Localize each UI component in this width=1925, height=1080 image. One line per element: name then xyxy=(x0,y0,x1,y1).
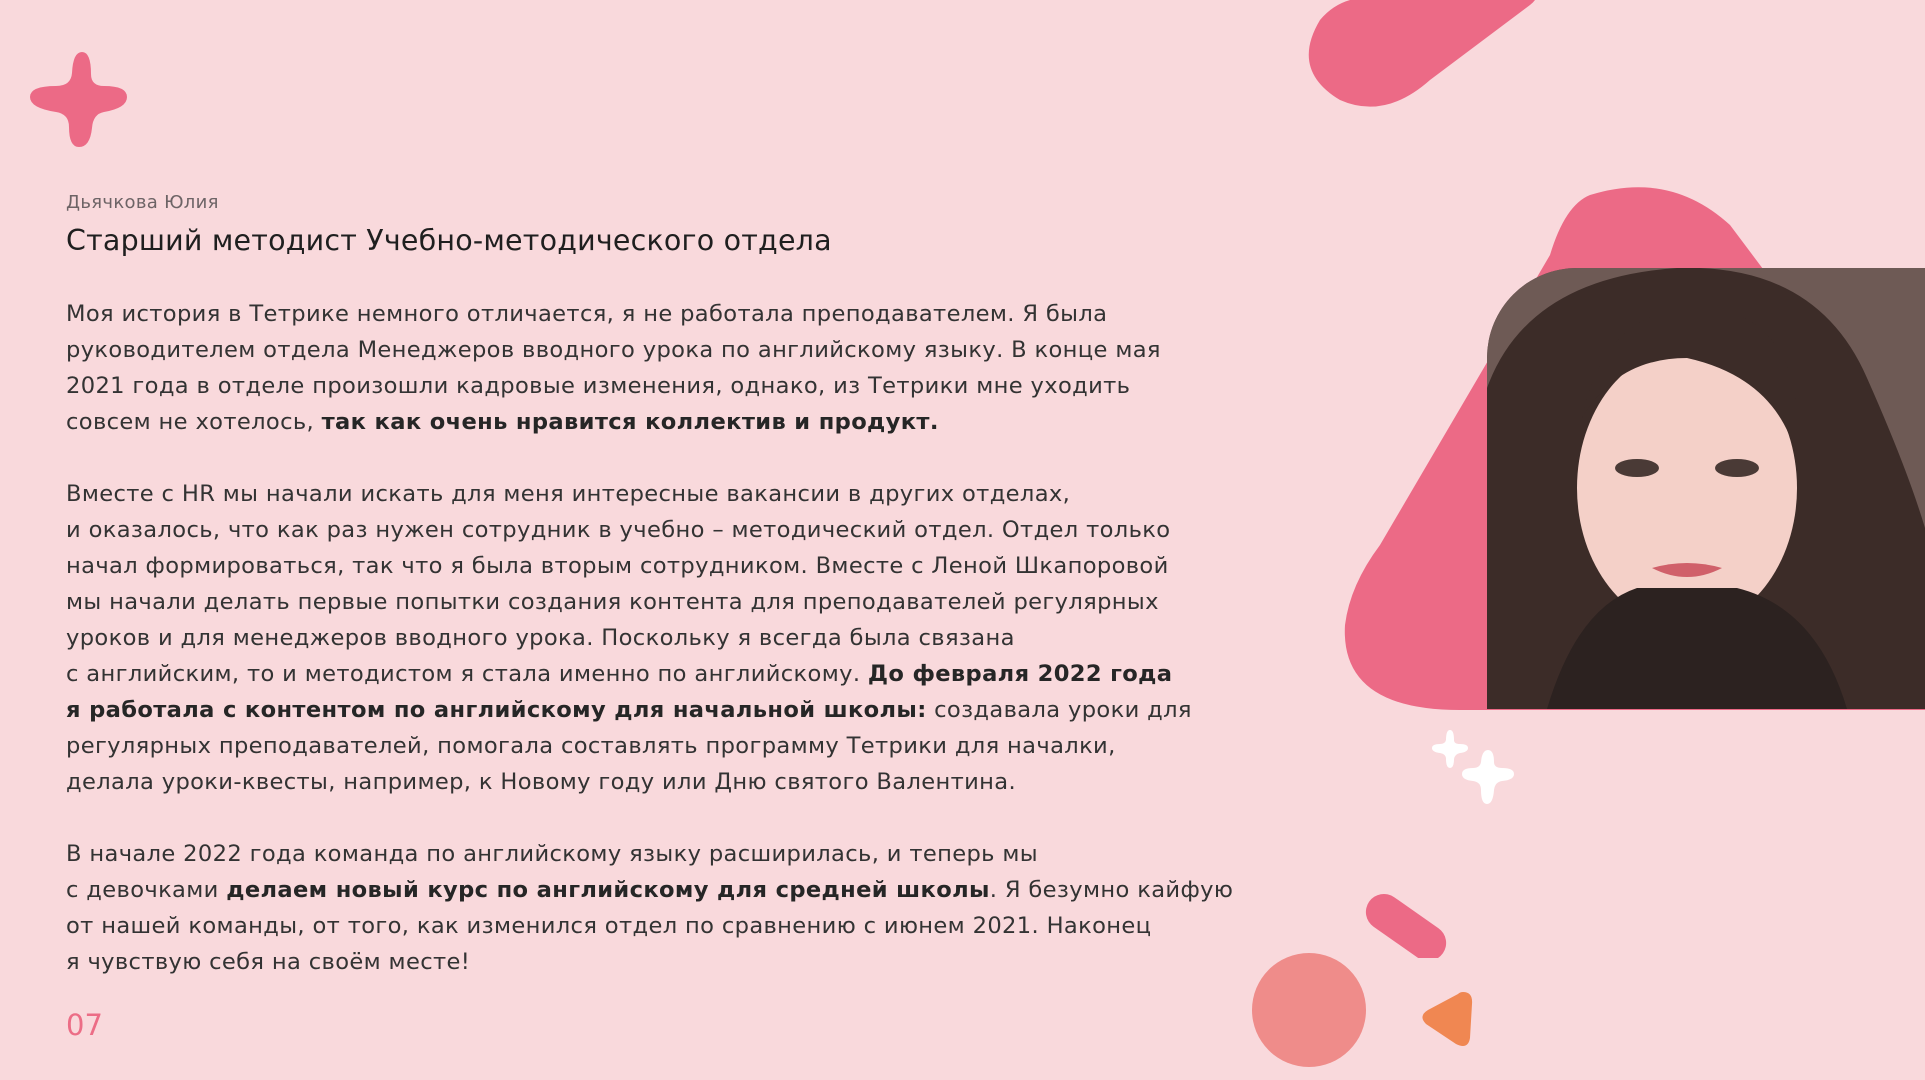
text-segment: создавала уроки для xyxy=(926,697,1192,723)
bold-text: делаем новый курс по английскому для средней школы xyxy=(226,877,990,903)
text-segment: . Я безумно кайфую xyxy=(989,877,1234,903)
bold-text: я работала с контентом по английскому для начальной школы: xyxy=(66,697,927,723)
page-number: 07 xyxy=(66,1008,103,1042)
text-line: 2021 года в отделе произошли кадровые изменения, однако, из Тетрики мне уходить xyxy=(66,373,1131,399)
bold-text: так как очень нравится коллектив и продукт. xyxy=(321,409,939,435)
text-line: В начале 2022 года команда по английскому языку расширилась, и теперь мы xyxy=(66,841,1038,867)
text-segment: совсем не хотелось, xyxy=(66,409,322,435)
story-paragraph-1 xyxy=(66,296,1311,440)
text-line: от нашей команды, от того, как изменился отдел по сравнению с июнем 2021. Наконец xyxy=(66,913,1152,939)
orange-triangle-shape xyxy=(1418,990,1474,1050)
white-sparkles xyxy=(1430,728,1520,808)
text-line xyxy=(66,656,1311,692)
text-line xyxy=(66,692,1311,728)
pink-sparkle-shape xyxy=(28,48,130,150)
text-segment: с девочками xyxy=(66,877,227,903)
text-line: делала уроки-квесты, например, к Новому году или Дню святого Валентина. xyxy=(66,769,1017,795)
page-title: Старший методист Учебно-методического отдела xyxy=(66,224,832,257)
portrait-photo xyxy=(1487,268,1925,709)
text-line: руководителем отдела Менеджеров вводного урока по английскому языку. В конце мая xyxy=(66,337,1161,363)
story-paragraph-2 xyxy=(66,476,1311,800)
text-line xyxy=(66,404,1311,440)
text-segment: с английским, то и методистом я стала именно по английскому. xyxy=(66,661,868,687)
author-name: Дьячкова Юлия xyxy=(66,192,219,213)
text-line: мы начали делать первые попытки создания контента для преподавателей регулярных xyxy=(66,589,1159,615)
text-line: уроков и для менеджеров вводного урока. Поскольку я всегда была связана xyxy=(66,625,1015,651)
top-pill-shape xyxy=(1300,0,1560,120)
text-line: и оказалось, что как раз нужен сотрудник в учебно – методический отдел. Отдел только xyxy=(66,517,1171,543)
bold-text: До февраля 2022 года xyxy=(867,661,1173,687)
text-line: Моя история в Тетрике немного отличается, я не работала преподавателем. Я была xyxy=(66,301,1108,327)
text-line: я чувствую себя на своём месте! xyxy=(66,949,471,975)
text-line xyxy=(66,872,1311,908)
story-text xyxy=(66,296,1311,980)
pill-shape-small xyxy=(1362,884,1448,958)
story-paragraph-3 xyxy=(66,836,1311,980)
text-line: начал формироваться, так что я была вторым сотрудником. Вместе с Леной Шкапоровой xyxy=(66,553,1169,579)
text-line: регулярных преподавателей, помогала составлять программу Тетрики для началки, xyxy=(66,733,1116,759)
text-line: Вместе с HR мы начали искать для меня интересные вакансии в других отделах, xyxy=(66,481,1071,507)
